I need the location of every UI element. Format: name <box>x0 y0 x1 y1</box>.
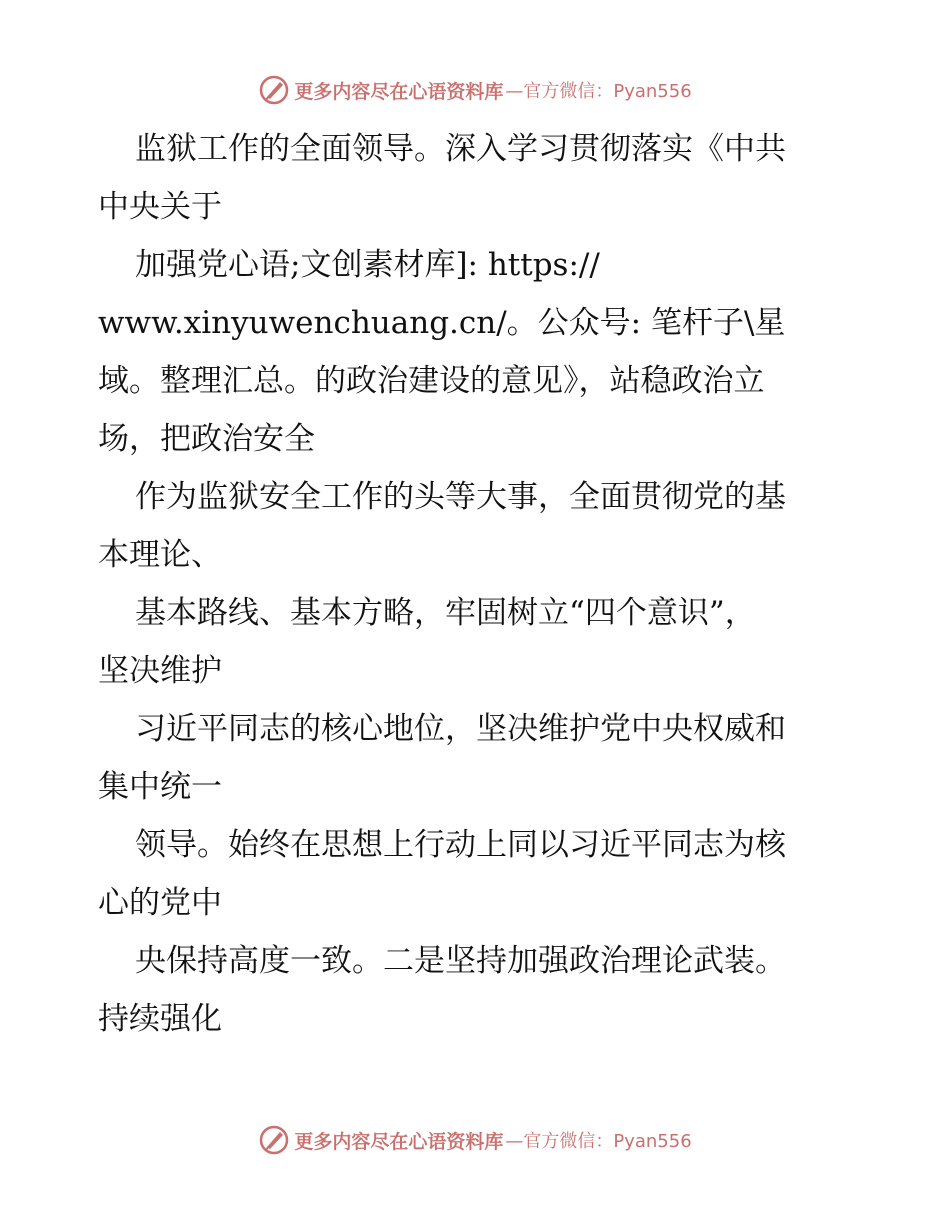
text-line: 本理论、 <box>98 537 222 573</box>
banner-title: 更多内容尽在心语资料库 <box>294 80 504 103</box>
text-line: 场，把政治安全 <box>98 421 315 457</box>
document-body <box>98 120 858 1048</box>
quill-logo-icon <box>258 74 290 106</box>
text-line: 监狱工作的全面领导。深入学习贯彻落实《中共 <box>135 131 786 167</box>
text-line: 习近平同志的核心地位，坚决维护党中央权威和 <box>135 711 786 747</box>
banner-wechat: —官方微信：Pyan556 <box>505 1131 692 1152</box>
text-line: 域。整理汇总。的政治建设的意见》，站稳政治立 <box>98 363 765 399</box>
text-line: 坚决维护 <box>98 653 222 689</box>
header-banner <box>0 72 950 108</box>
quill-logo-icon <box>258 1124 290 1156</box>
text-line: 作为监狱安全工作的头等大事，全面贯彻党的基 <box>135 479 786 515</box>
banner-wechat: —官方微信：Pyan556 <box>505 81 692 102</box>
text-line: 领导。始终在思想上行动上同以习近平同志为核 <box>135 827 786 863</box>
footer-banner <box>0 1122 950 1158</box>
text-line: 加强党心语;文创素材库]: https:// <box>135 247 600 283</box>
text-line: www.xinyuwenchuang.cn/。公众号: 笔杆子\星 <box>98 305 786 341</box>
text-line: 心的党中 <box>98 885 222 921</box>
text-line: 央保持高度一致。二是坚持加强政治理论武装。 <box>135 943 786 979</box>
banner-title: 更多内容尽在心语资料库 <box>294 1130 504 1153</box>
text-line: 集中统一 <box>98 769 222 805</box>
text-line: 基本路线、基本方略，牢固树立“四个意识”， <box>135 595 756 631</box>
text-line: 中央关于 <box>98 189 222 225</box>
text-line: 持续强化 <box>98 1001 222 1037</box>
